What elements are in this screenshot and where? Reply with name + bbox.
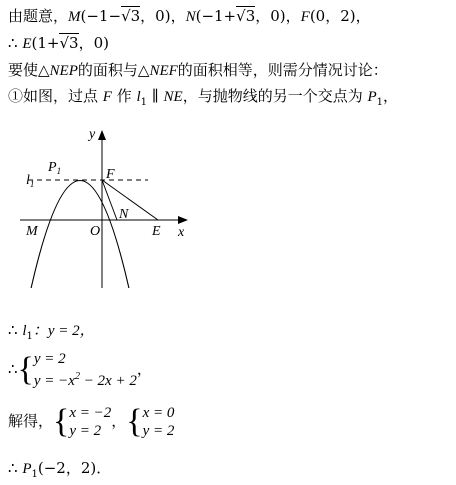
left-brace: { [53, 403, 70, 440]
l1-letter: l [26, 173, 30, 188]
therefore-symbol: ∴ [8, 321, 23, 339]
line-l1-label: l [136, 89, 141, 105]
solution-b-x: x = 0 [142, 405, 175, 421]
p1-label [47, 160, 61, 176]
point-f-label: F [102, 89, 112, 105]
subscript: 1 [31, 469, 38, 480]
n-coords-open: (−1+ [195, 7, 237, 25]
l1-equation: ：y = 2， [32, 323, 95, 339]
triangle-nep: NEP [49, 63, 78, 79]
solution-line-3 [8, 404, 174, 440]
m-label: M [26, 224, 38, 239]
equation-1: y = 2 [33, 351, 66, 367]
e-coords-open: (1+ [31, 34, 60, 52]
p1-coords: (−2，2)． [37, 459, 112, 477]
comma: ， [111, 412, 127, 430]
text-segment: 的面积与△ [77, 61, 150, 79]
point-e-label: E [22, 36, 32, 52]
n-coords-close: ，0)， [255, 7, 301, 25]
subscript: 1 [376, 97, 384, 108]
solution-a [69, 404, 111, 440]
solution-a-y: y = 2 [69, 423, 102, 439]
l1-subscript: 1 [29, 179, 35, 189]
m-coords-close: ，0)， [140, 7, 186, 25]
parallel-symbol: ∥ [147, 87, 164, 105]
y-axis-arrow [98, 130, 106, 140]
text-segment: ， [383, 87, 399, 105]
therefore-symbol: ∴ [8, 459, 23, 477]
subscript: 1 [140, 97, 148, 108]
point-n-label: N [185, 9, 196, 25]
l1-label [26, 173, 34, 189]
segment-fn [102, 180, 117, 220]
line-l1-label: l [22, 323, 27, 339]
sqrt-3: √3 [121, 7, 141, 25]
intro-text: 由题意， [8, 7, 69, 25]
origin-label: O [90, 224, 101, 239]
point-m-label: M [68, 9, 81, 25]
parabola-curve [30, 181, 130, 289]
point-f-label: F [300, 9, 310, 25]
f-label: F [106, 167, 115, 182]
line-ne-label: NE [163, 89, 183, 105]
text-segment: 的面积相等，则需分情况讨论： [177, 61, 388, 79]
point-p1-label: P [22, 461, 32, 477]
superscript: 2 [74, 371, 80, 382]
parabola-figure [20, 128, 200, 288]
text-line-2 [8, 33, 109, 54]
solved-label: 解得， [8, 412, 54, 430]
m-coords-open: (−1− [80, 7, 122, 25]
text-line-1 [8, 6, 371, 27]
equation-2b: − 2x + 2 [79, 373, 137, 389]
p1-letter: P [48, 160, 57, 175]
text-line-4 [8, 86, 398, 113]
x-axis-label: x [178, 225, 185, 240]
sqrt-3: √3 [59, 34, 79, 52]
left-brace: { [17, 351, 34, 388]
equation-2a: y = −x [33, 373, 75, 389]
solution-b [143, 404, 175, 440]
text-segment: 要使△ [8, 61, 50, 79]
e-label: E [152, 224, 161, 239]
comma: ， [136, 360, 152, 378]
sqrt-3: √3 [236, 7, 256, 25]
text-line-3 [8, 60, 388, 81]
y-axis-label: y [89, 128, 96, 142]
p1-subscript: 1 [56, 166, 62, 176]
text-segment: 作 [111, 87, 137, 105]
text-segment: ，与抛物线的另一个交点为 [182, 87, 368, 105]
solution-a-x: x = −2 [69, 405, 112, 421]
e-coords-close: ，0) [78, 34, 109, 52]
equation-system [34, 350, 137, 390]
text-segment: ①如图，过点 [8, 87, 103, 105]
left-brace: { [126, 403, 143, 440]
solution-line-4 [8, 458, 111, 485]
therefore-symbol: ∴ [8, 34, 23, 52]
solution-line-1 [8, 320, 95, 347]
solution-b-y: y = 2 [142, 423, 175, 439]
therefore-symbol: ∴ [8, 360, 18, 378]
f-coords: (0，2)， [309, 7, 371, 25]
solution-line-2 [8, 350, 152, 390]
x-axis-arrow [178, 216, 188, 224]
subscript: 1 [26, 331, 33, 342]
segment-fe [102, 180, 158, 220]
triangle-nef: NEF [149, 63, 178, 79]
n-label: N [119, 207, 129, 222]
point-p1-label: P [367, 89, 377, 105]
